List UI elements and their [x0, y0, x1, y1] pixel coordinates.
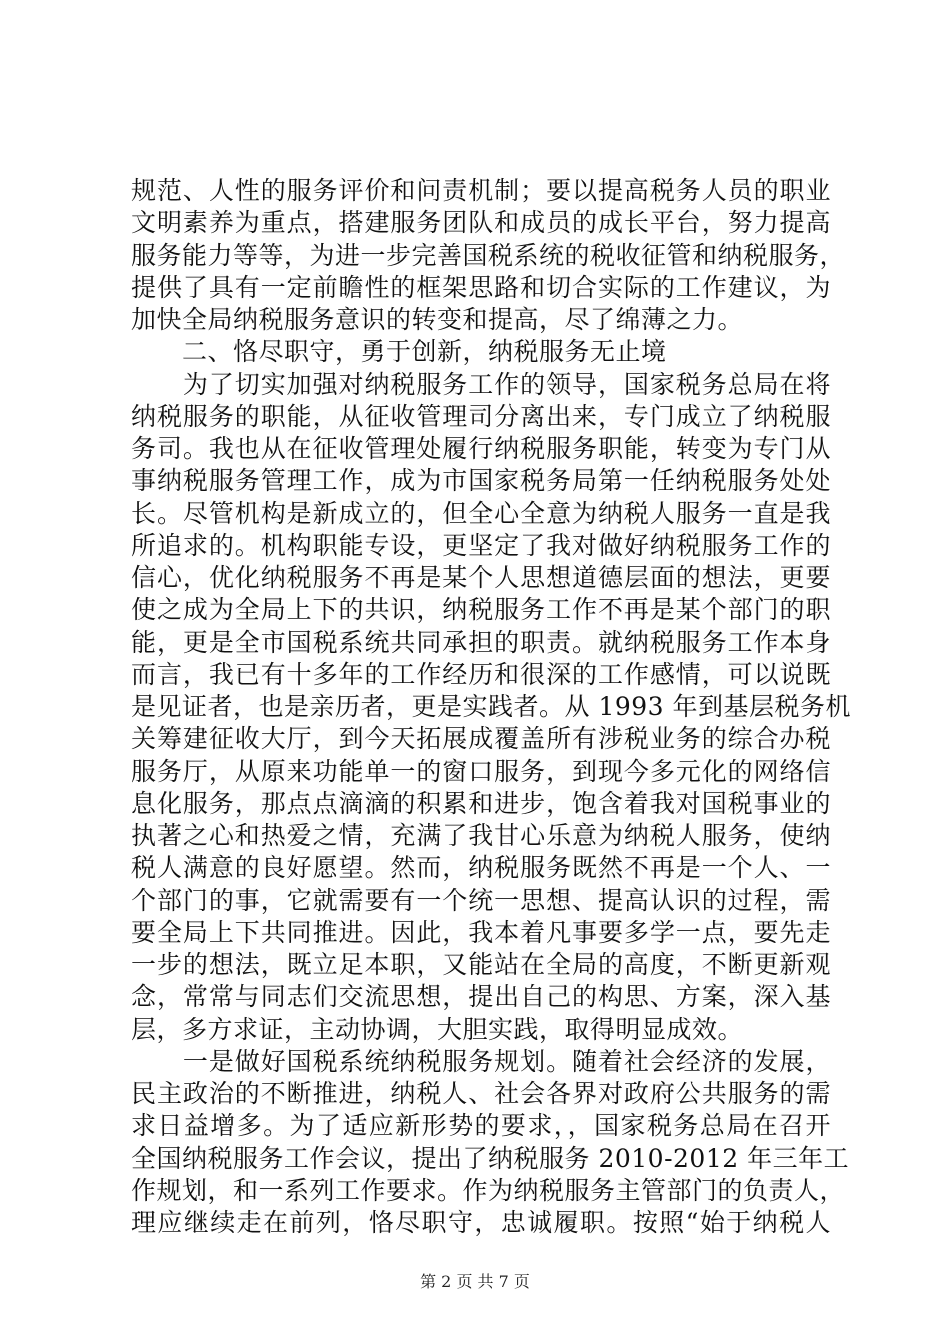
text-line: 理应继续走在前列，恪尽职守，忠诚履职。按照“始于纳税人 — [131, 1208, 831, 1237]
text-line: 提供了具有一定前瞻性的框架思路和切合实际的工作建议，为 — [131, 272, 831, 302]
text-line: 一步的想法，既立足本职，又能站在全局的高度，不断更新观 — [131, 950, 831, 979]
text-line: 作规划，和一系列工作要求。作为纳税服务主管部门的负责人， — [131, 1175, 846, 1205]
text-line: 务司。我也从在征收管理处履行纳税服务职能，转变为专门从 — [131, 434, 831, 463]
text-line: 一是做好国税系统纳税服务规划。随着社会经济的发展， — [131, 1046, 831, 1076]
text-line: 息化服务，那点点滴滴的积累和进步，饱含着我对国税事业的 — [131, 788, 831, 818]
text-line: 是见证者，也是亲历者，更是实践者。从 1993 年到基层税务机 — [131, 692, 852, 721]
text-line: 执著之心和热爱之情，充满了我甘心乐意为纳税人服务，使纳 — [131, 821, 831, 850]
text-line: 加快全局纳税服务意识的转变和提高，尽了绵薄之力。 — [131, 305, 744, 334]
text-line: 能，更是全市国税系统共同承担的职责。就纳税服务工作本身 — [131, 627, 831, 657]
text-line: 服务厅，从原来功能单一的窗口服务，到现今多元化的网络信 — [131, 756, 831, 786]
text-line: 规范、人性的服务评价和问责机制；要以提高税务人员的职业 — [131, 176, 831, 205]
text-line: 层，多方求证，主动协调，大胆实践，取得明显成效。 — [131, 1014, 744, 1044]
text-line: 二、恪尽职守，勇于创新，纳税服务无止境 — [131, 337, 667, 367]
text-line: 信心，优化纳税服务不再是某个人思想道德层面的想法，更要 — [131, 563, 831, 592]
text-line: 文明素养为重点，搭建服务团队和成员的成长平台，努力提高 — [131, 208, 831, 238]
text-line: 事纳税服务管理工作，成为市国家税务局第一任纳税服务处处 — [131, 466, 831, 496]
text-line: 关筹建征收大厅，到今天拓展成覆盖所有涉税业务的综合办税 — [131, 724, 831, 754]
text-line: 个部门的事，它就需要有一个统一思想、提高认识的过程，需 — [131, 885, 831, 915]
document-body — [131, 175, 852, 1239]
text-line: 服务能力等等，为进一步完善国税系统的税收征管和纳税服务， — [131, 240, 846, 270]
text-line: 求日益增多。为了适应新形势的要求，，国家税务总局在召开 — [131, 1111, 831, 1141]
text-line: 而言，我已有十多年的工作经历和很深的工作感情，可以说既 — [131, 659, 831, 689]
text-line: 全国纳税服务工作会议，提出了纳税服务 2010-2012 年三年工 — [131, 1143, 850, 1173]
text-line: 税人满意的良好愿望。然而，纳税服务既然不再是一个人、一 — [131, 853, 831, 883]
text-line: 所追求的。机构职能专设，更坚定了我对做好纳税服务工作的 — [131, 530, 831, 560]
text-line: 要全局上下共同推进。因此，我本着凡事要多学一点，要先走 — [131, 917, 831, 947]
text-line: 使之成为全局上下的共识，纳税服务工作不再是某个部门的职 — [131, 595, 831, 625]
text-line: 念，常常与同志们交流思想，提出自己的构思、方案，深入基 — [131, 982, 831, 1012]
text-line: 为了切实加强对纳税服务工作的领导，国家税务总局在将 — [131, 369, 831, 399]
text-line: 民主政治的不断推进，纳税人、社会各界对政府公共服务的需 — [131, 1079, 831, 1108]
text-line: 纳税服务的职能，从征收管理司分离出来，专门成立了纳税服 — [131, 401, 831, 431]
text-line: 长。尽管机构是新成立的，但全心全意为纳税人服务一直是我 — [131, 498, 831, 528]
page-footer: 第 2 页 共 7 页 — [420, 1272, 530, 1291]
